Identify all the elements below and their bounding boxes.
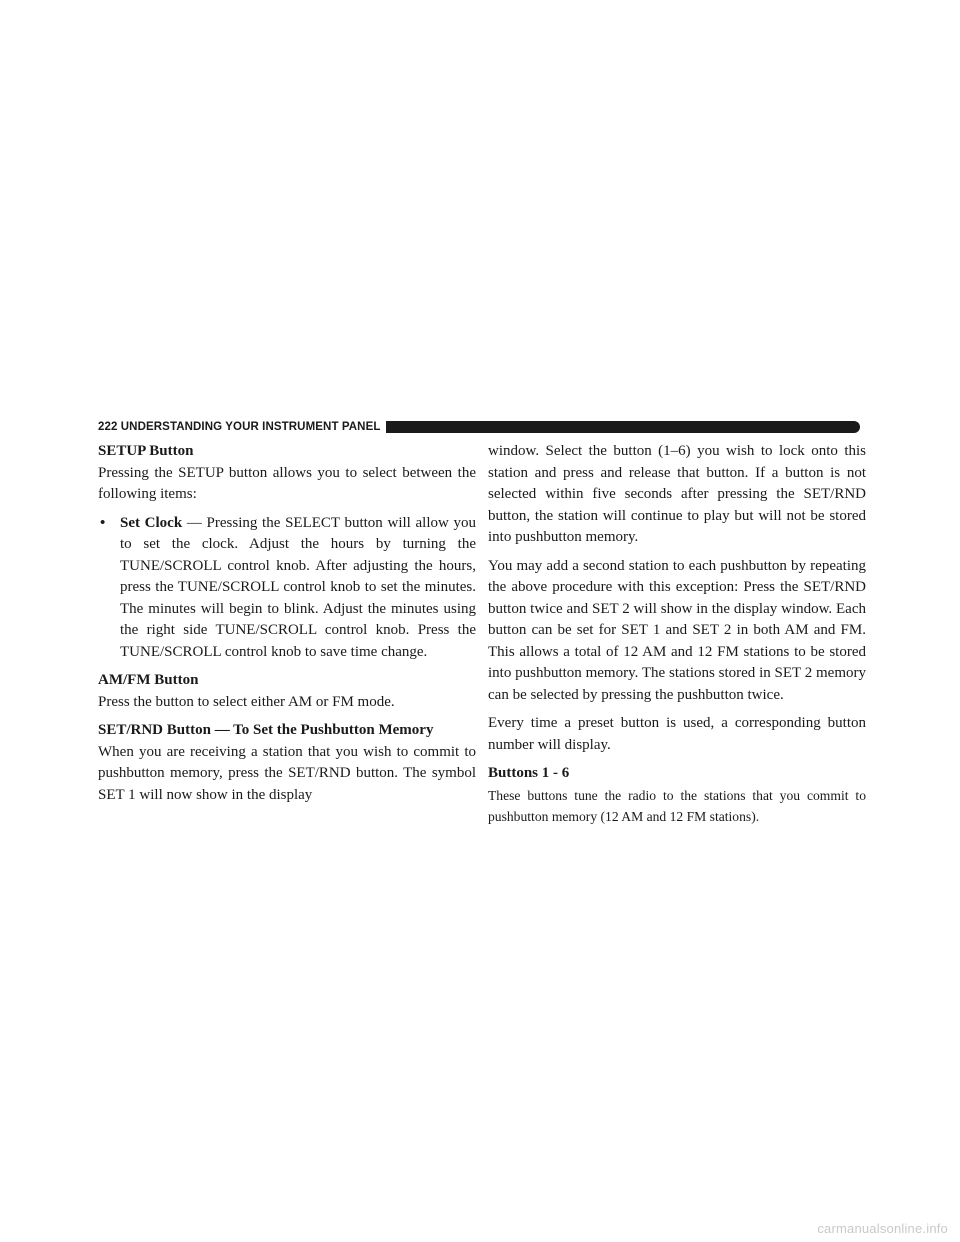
setup-intro: Pressing the SETUP button allows you to select between the following items: [98,464,476,502]
page-header-text: 222 UNDERSTANDING YOUR INSTRUMENT PANEL [98,421,381,433]
amfm-heading: AM/FM Button [98,672,199,688]
set-clock-bullet [98,513,476,664]
right-para-2: You may add a second station to each pushbutton by repeating the above procedure with this exception: Press the SET/RND button twice and SET 2 will show in the display window. Each button can be set for SET 1 and SET 2 in both AM and FM. This allows a total of 12 AM and 12 FM stations to be stored into pushbutton memory. The stations stored in SET 2 memory can be selected by pressing the pushbutton twice. [488,557,866,703]
setrnd-heading: SET/RND Button — To Set the Pushbutton Memory [98,722,434,738]
set-clock-text: — Pressing the SELECT button will allow you to set the clock. Adjust the hours by turning the TUNE/SCROLL control knob. After adjusting the hours, press the TUNE/SCROLL control knob to set the minutes. The minutes will begin to blink. Adjust the minutes using the right side TUNE/SCROLL control knob. Press the TUNE/SCROLL control knob to save time change. [120,514,477,660]
set-clock-term: Set Clock [120,514,183,531]
setup-heading: SETUP Button [98,443,194,459]
buttons-text: These buttons tune the radio to the stations that you commit to pushbutton memory (12 AM and 12 FM stations). [488,787,866,824]
right-para-3: Every time a preset button is used, a corresponding button number will display. [488,715,866,753]
buttons-heading: Buttons 1 - 6 [488,765,570,781]
page-header [98,419,860,435]
left-column [98,441,476,813]
watermark: carmanualsonline.info [817,1221,948,1236]
right-column [488,441,866,835]
amfm-text: Press the button to select either AM or FM mode. [98,693,395,710]
header-bar [386,421,860,433]
bullet-dot: • [100,514,106,531]
right-para-1: window. Select the button (1–6) you wish to lock onto this station and press and release that button. If a button is not selected within five seconds after pressing the SET/RND button, the station will continue to play but will not be stored into pushbutton memory. [488,443,866,545]
setrnd-text: When you are receiving a station that you wish to commit to pushbutton memory, press the SET/RND button. The symbol SET 1 will now show in the display [98,743,476,803]
